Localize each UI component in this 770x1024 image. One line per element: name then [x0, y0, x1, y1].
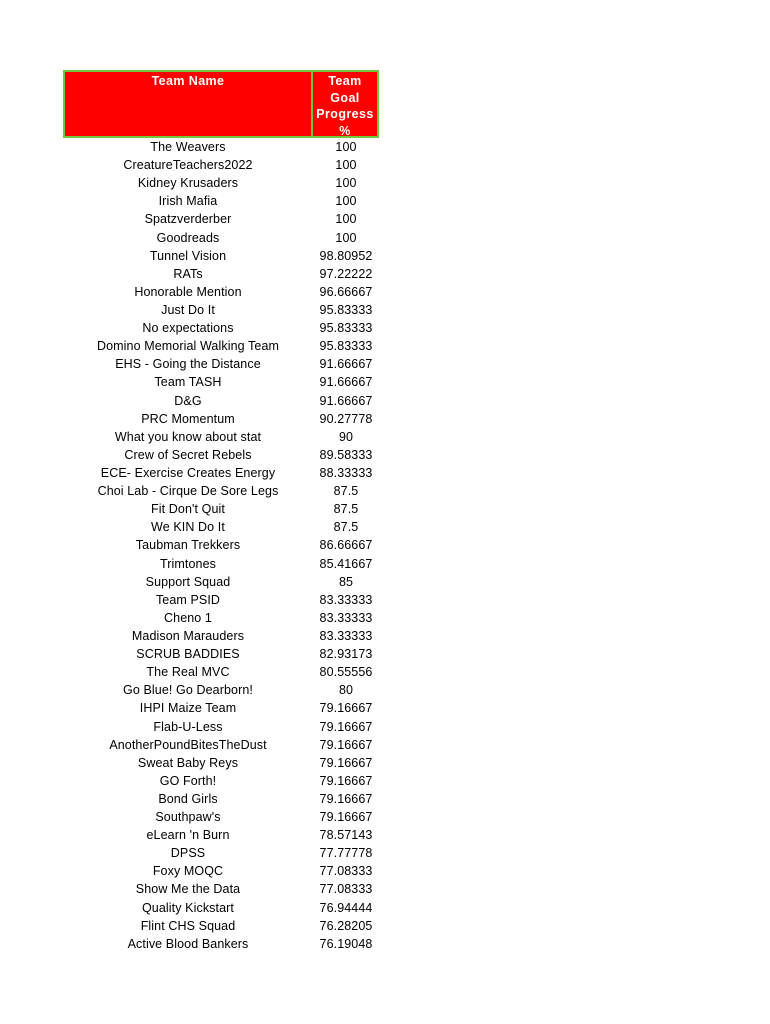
team-progress-table — [63, 70, 379, 953]
table-row — [63, 355, 379, 373]
goal-progress-cell: 79.16667 — [319, 810, 373, 825]
team-name-cell: Team PSID — [155, 592, 221, 607]
team-name-cell: Flab-U-Less — [153, 719, 223, 734]
table-row — [63, 718, 379, 736]
table-row — [63, 899, 379, 917]
table-row — [63, 210, 379, 228]
goal-progress-cell: 79.16667 — [319, 755, 373, 770]
goal-progress-cell: 95.83333 — [319, 302, 373, 317]
goal-progress-cell: 87.5 — [333, 520, 359, 535]
header-team-goal-progress: Team Goal Progress % — [311, 70, 379, 138]
goal-progress-cell: 89.58333 — [319, 447, 373, 462]
team-name-cell: Crew of Secret Rebels — [124, 447, 252, 462]
table-row — [63, 591, 379, 609]
goal-progress-cell: 88.33333 — [319, 465, 373, 480]
table-row — [63, 446, 379, 464]
goal-progress-cell: 96.66667 — [319, 284, 373, 299]
table-row — [63, 645, 379, 663]
table-row — [63, 844, 379, 862]
table-row — [63, 482, 379, 500]
team-name-cell: Fit Don't Quit — [151, 502, 225, 517]
goal-progress-cell: 95.83333 — [319, 321, 373, 336]
table-row — [63, 428, 379, 446]
goal-progress-cell: 79.16667 — [319, 737, 373, 752]
goal-progress-cell: 78.57143 — [319, 828, 373, 843]
team-name-cell: eLearn 'n Burn — [146, 828, 230, 843]
goal-progress-cell: 90 — [338, 429, 354, 444]
team-name-cell: Tunnel Vision — [149, 248, 227, 263]
team-name-cell: Team TASH — [154, 375, 222, 390]
goal-progress-cell: 80.55556 — [319, 665, 373, 680]
goal-progress-cell: 97.22222 — [319, 266, 373, 281]
table-row — [63, 138, 379, 156]
goal-progress-cell: 83.33333 — [319, 628, 373, 643]
team-name-cell: D&G — [174, 393, 202, 408]
goal-progress-cell: 83.33333 — [319, 592, 373, 607]
team-name-cell: GO Forth! — [159, 773, 217, 788]
team-name-cell: PRC Momentum — [141, 411, 235, 426]
table-row — [63, 373, 379, 391]
table-row — [63, 555, 379, 573]
goal-progress-cell: 100 — [335, 230, 357, 245]
table-row — [63, 663, 379, 681]
table-row — [63, 410, 379, 428]
goal-progress-cell: 79.16667 — [319, 791, 373, 806]
team-name-cell: Show Me the Data — [135, 882, 241, 897]
table-row — [63, 192, 379, 210]
team-name-cell: Bond Girls — [158, 791, 218, 806]
goal-progress-cell: 100 — [335, 194, 357, 209]
table-row — [63, 500, 379, 518]
table-header-row — [63, 70, 379, 138]
table-row — [63, 681, 379, 699]
team-name-cell: Kidney Krusaders — [137, 176, 239, 191]
table-row — [63, 627, 379, 645]
team-name-cell: Irish Mafia — [158, 194, 218, 209]
goal-progress-cell: 87.5 — [333, 502, 359, 517]
table-row — [63, 862, 379, 880]
team-name-cell: SCRUB BADDIES — [136, 647, 240, 662]
table-row — [63, 156, 379, 174]
goal-progress-cell: 79.16667 — [319, 773, 373, 788]
goal-progress-cell: 83.33333 — [319, 610, 373, 625]
table-row — [63, 536, 379, 554]
team-name-cell: EHS - Going the Distance — [115, 357, 261, 372]
table-row — [63, 754, 379, 772]
table-body — [63, 138, 379, 953]
goal-progress-cell: 77.08333 — [319, 882, 373, 897]
team-name-cell: What you know about stat — [114, 429, 262, 444]
team-name-cell: The Weavers — [150, 140, 226, 154]
header-team-name: Team Name — [63, 70, 313, 138]
team-name-cell: ECE- Exercise Creates Energy — [100, 465, 276, 480]
goal-progress-cell: 76.28205 — [319, 918, 373, 933]
team-name-cell: The Real MVC — [146, 665, 230, 680]
goal-progress-cell: 76.94444 — [319, 900, 373, 915]
goal-progress-cell: 79.16667 — [319, 719, 373, 734]
table-row — [63, 265, 379, 283]
goal-progress-cell: 100 — [335, 212, 357, 227]
goal-progress-cell: 87.5 — [333, 484, 359, 499]
team-name-cell: AnotherPoundBitesTheDust — [109, 737, 267, 752]
team-name-cell: We KIN Do It — [151, 520, 225, 535]
team-name-cell: Goodreads — [156, 230, 220, 245]
table-row — [63, 392, 379, 410]
goal-progress-cell: 100 — [335, 140, 357, 154]
team-name-cell: Trimtones — [159, 556, 216, 571]
team-name-cell: CreatureTeachers2022 — [123, 158, 253, 173]
team-name-cell: Domino Memorial Walking Team — [96, 339, 280, 354]
goal-progress-cell: 85.41667 — [319, 556, 373, 571]
team-name-cell: Go Blue! Go Dearborn! — [123, 683, 253, 698]
goal-progress-cell: 86.66667 — [319, 538, 373, 553]
table-row — [63, 935, 379, 953]
team-name-cell: Southpaw's — [155, 810, 221, 825]
table-row — [63, 247, 379, 265]
team-name-cell: RATs — [173, 266, 203, 281]
team-name-cell: Foxy MOQC — [152, 864, 224, 879]
table-row — [63, 790, 379, 808]
goal-progress-cell: 91.66667 — [319, 393, 373, 408]
goal-progress-cell: 82.93173 — [319, 647, 373, 662]
team-name-cell: Madison Marauders — [131, 628, 245, 643]
table-row — [63, 518, 379, 536]
team-name-cell: Taubman Trekkers — [135, 538, 241, 553]
team-name-cell: IHPI Maize Team — [139, 701, 237, 716]
table-row — [63, 464, 379, 482]
goal-progress-cell: 95.83333 — [319, 339, 373, 354]
goal-progress-cell: 91.66667 — [319, 375, 373, 390]
table-row — [63, 772, 379, 790]
goal-progress-cell: 85 — [338, 574, 354, 589]
table-row — [63, 229, 379, 247]
goal-progress-cell: 90.27778 — [319, 411, 373, 426]
goal-progress-cell: 91.66667 — [319, 357, 373, 372]
table-row — [63, 699, 379, 717]
team-name-cell: Support Squad — [145, 574, 231, 589]
team-name-cell: Sweat Baby Reys — [137, 755, 239, 770]
goal-progress-cell: 80 — [338, 683, 354, 698]
goal-progress-cell: 100 — [335, 158, 357, 173]
goal-progress-cell: 77.08333 — [319, 864, 373, 879]
team-name-cell: Just Do It — [161, 302, 215, 317]
table-row — [63, 174, 379, 192]
goal-progress-cell: 77.77778 — [319, 846, 373, 861]
team-name-cell: No expectations — [142, 321, 234, 336]
table-row — [63, 736, 379, 754]
table-row — [63, 880, 379, 898]
team-name-cell: Quality Kickstart — [141, 900, 234, 915]
team-name-cell: Choi Lab - Cirque De Sore Legs — [97, 484, 279, 499]
table-row — [63, 826, 379, 844]
goal-progress-cell: 76.19048 — [319, 936, 373, 951]
team-name-cell: Cheno 1 — [164, 610, 212, 625]
team-name-cell: Honorable Mention — [134, 284, 242, 299]
table-row — [63, 301, 379, 319]
team-name-cell: Active Blood Bankers — [127, 936, 249, 951]
team-name-cell: DPSS — [170, 846, 206, 861]
table-row — [63, 808, 379, 826]
table-row — [63, 283, 379, 301]
table-row — [63, 917, 379, 935]
table-row — [63, 319, 379, 337]
table-row — [63, 573, 379, 591]
table-row — [63, 609, 379, 627]
team-name-cell: Spatzverderber — [144, 212, 232, 227]
goal-progress-cell: 98.80952 — [319, 248, 373, 263]
table-row — [63, 337, 379, 355]
goal-progress-cell: 79.16667 — [319, 701, 373, 716]
team-name-cell: Flint CHS Squad — [140, 918, 236, 933]
goal-progress-cell: 100 — [335, 176, 357, 191]
